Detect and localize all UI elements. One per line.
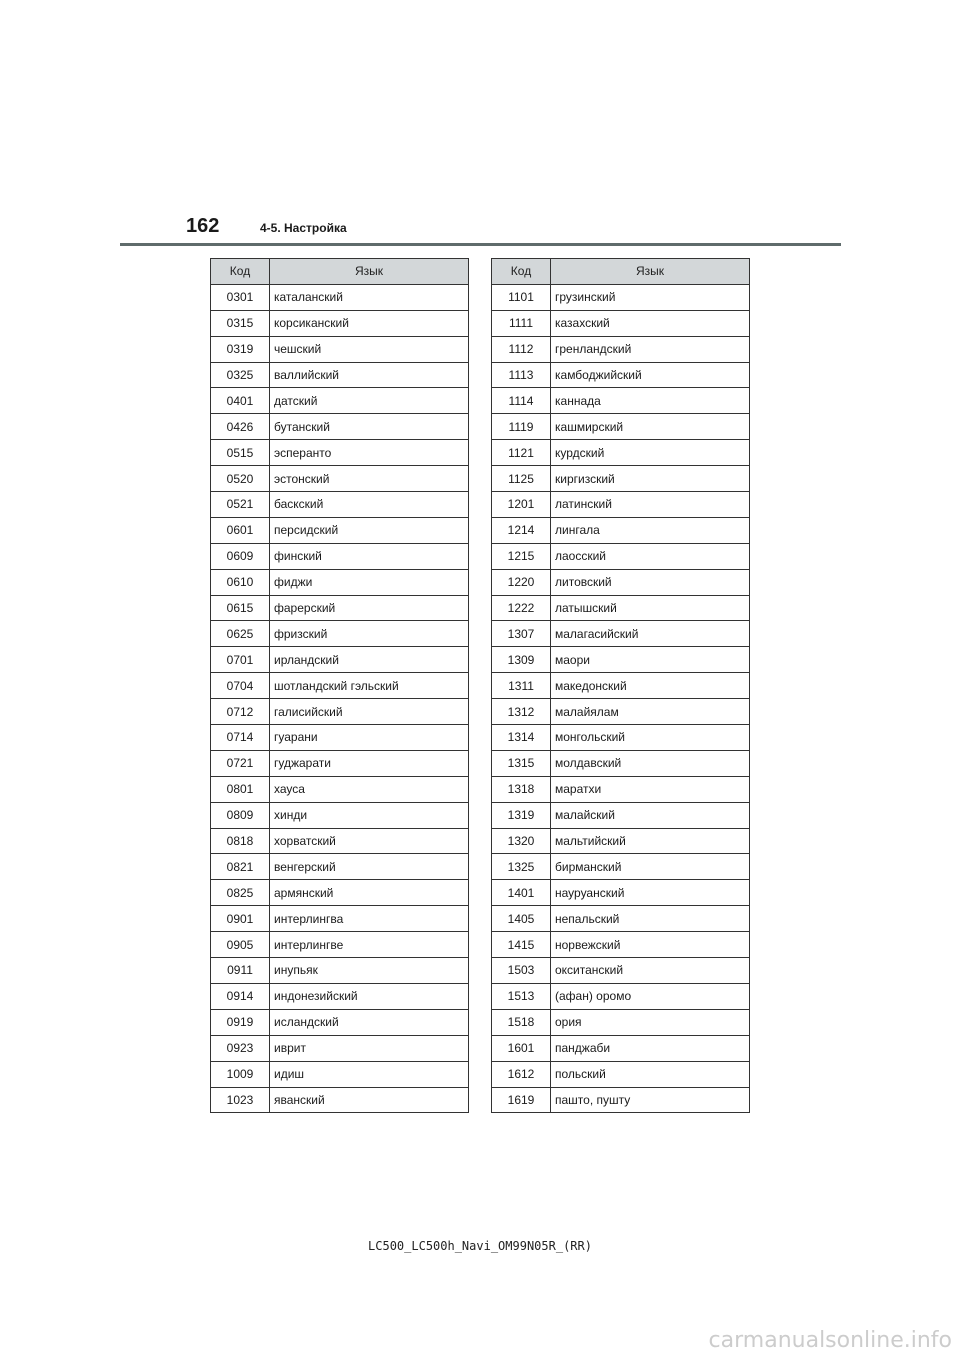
language-code: 0914 [211,983,270,1009]
language-code: 1318 [492,776,551,802]
language-name: яванский [270,1087,469,1113]
language-code: 0325 [211,362,270,388]
language-code: 1503 [492,958,551,984]
table-row [492,932,750,958]
language-name: панджаби [551,1035,750,1061]
table-header-row [211,259,469,285]
table-row [492,776,750,802]
language-code: 1518 [492,1009,551,1035]
column-header-code: Код [492,259,551,285]
language-code: 0712 [211,699,270,725]
language-code: 0610 [211,569,270,595]
language-name: хинди [270,802,469,828]
language-name: латинский [551,492,750,518]
language-name: корсиканский [270,310,469,336]
table-row [211,621,469,647]
language-code: 1220 [492,569,551,595]
language-name: македонский [551,673,750,699]
table-row [211,854,469,880]
table-row [211,880,469,906]
language-code: 1314 [492,725,551,751]
table-row [211,569,469,595]
language-code: 1201 [492,492,551,518]
language-name: окситанский [551,958,750,984]
table-row [211,750,469,776]
table-row [492,543,750,569]
table-row [211,440,469,466]
table-row [492,492,750,518]
language-code: 1612 [492,1061,551,1087]
language-code: 0919 [211,1009,270,1035]
language-code: 0809 [211,802,270,828]
table-row [492,440,750,466]
table-row [492,958,750,984]
language-name: литовский [551,569,750,595]
language-name: пашто, пушту [551,1087,750,1113]
language-name: фиджи [270,569,469,595]
language-name: шотландский гэльский [270,673,469,699]
language-code: 0515 [211,440,270,466]
language-name: мальтийский [551,828,750,854]
table-row [492,699,750,725]
table-row [492,673,750,699]
language-name: кашмирский [551,414,750,440]
language-name: хорватский [270,828,469,854]
language-code: 0601 [211,517,270,543]
table-row [492,880,750,906]
table-row [492,362,750,388]
language-code: 1009 [211,1061,270,1087]
language-code: 1222 [492,595,551,621]
language-code: 0701 [211,647,270,673]
language-code: 1023 [211,1087,270,1113]
language-name: персидский [270,517,469,543]
table-row [492,336,750,362]
language-name: малайялам [551,699,750,725]
language-name: исландский [270,1009,469,1035]
language-name: маратхи [551,776,750,802]
table-row [492,750,750,776]
table-row [211,802,469,828]
table-row [211,725,469,751]
table-row [492,1087,750,1113]
column-header-code: Код [211,259,270,285]
language-code: 1325 [492,854,551,880]
table-header-row [492,259,750,285]
table-row [492,1035,750,1061]
table-row [492,906,750,932]
table-row [211,1035,469,1061]
language-name: фризский [270,621,469,647]
table-row [211,362,469,388]
language-name: непальский [551,906,750,932]
table-row [492,828,750,854]
language-name: валлийский [270,362,469,388]
language-name: молдавский [551,750,750,776]
language-code: 1601 [492,1035,551,1061]
language-code: 0301 [211,284,270,310]
language-name: казахский [551,310,750,336]
table-row [211,388,469,414]
language-name: гренландский [551,336,750,362]
table-row [492,466,750,492]
language-name: польский [551,1061,750,1087]
language-code: 1113 [492,362,551,388]
language-name: (афан) оромо [551,983,750,1009]
language-code: 1214 [492,517,551,543]
table-row [211,776,469,802]
language-name: хауса [270,776,469,802]
page-number: 162 [186,215,220,237]
table-row [492,414,750,440]
language-code: 0905 [211,932,270,958]
language-code: 0911 [211,958,270,984]
language-name: венгерский [270,854,469,880]
language-name: лаосский [551,543,750,569]
language-code: 0426 [211,414,270,440]
language-code: 0704 [211,673,270,699]
language-code: 0615 [211,595,270,621]
language-name: интерлингве [270,932,469,958]
language-code: 0401 [211,388,270,414]
language-code-table-left [210,258,469,1113]
table-row [211,466,469,492]
watermark: carmanualsonline.info [708,1328,952,1353]
table-row [211,543,469,569]
language-name: гуджарати [270,750,469,776]
table-row [211,932,469,958]
language-name: эсперанто [270,440,469,466]
table-row [211,310,469,336]
language-code: 0520 [211,466,270,492]
language-code: 1401 [492,880,551,906]
language-code-table-right [491,258,750,1113]
table-row [492,725,750,751]
language-code: 0923 [211,1035,270,1061]
language-name: латышский [551,595,750,621]
language-name: науруанский [551,880,750,906]
table-row [211,647,469,673]
language-name: каннада [551,388,750,414]
table-row [211,1061,469,1087]
table-row [492,802,750,828]
language-name: бирманский [551,854,750,880]
language-name: баскский [270,492,469,518]
language-code: 1315 [492,750,551,776]
language-name: норвежский [551,932,750,958]
language-name: фарерский [270,595,469,621]
column-header-language: Язык [270,259,469,285]
table-row [492,310,750,336]
language-name: инупьяк [270,958,469,984]
language-code: 0821 [211,854,270,880]
language-code: 1215 [492,543,551,569]
language-name: гуарани [270,725,469,751]
language-name: чешский [270,336,469,362]
language-code: 1111 [492,310,551,336]
table-row [211,906,469,932]
table-row [492,388,750,414]
table-row [492,1009,750,1035]
language-code: 0825 [211,880,270,906]
language-code: 1319 [492,802,551,828]
language-code: 1320 [492,828,551,854]
language-name: киргизский [551,466,750,492]
language-name: малайский [551,802,750,828]
language-name: иврит [270,1035,469,1061]
language-name: камбоджийский [551,362,750,388]
table-row [211,284,469,310]
language-name: идиш [270,1061,469,1087]
language-name: галисийский [270,699,469,725]
language-code: 0901 [211,906,270,932]
language-code: 1619 [492,1087,551,1113]
table-row [211,699,469,725]
language-name: малагасийский [551,621,750,647]
language-code: 0315 [211,310,270,336]
language-name: ория [551,1009,750,1035]
table-row [211,492,469,518]
language-code: 1112 [492,336,551,362]
table-row [492,647,750,673]
language-name: армянский [270,880,469,906]
language-name: курдский [551,440,750,466]
language-code: 0721 [211,750,270,776]
table-row [211,414,469,440]
language-name: грузинский [551,284,750,310]
section-title: 4-5. Настройка [260,221,347,235]
language-name: лингала [551,517,750,543]
language-name: ирландский [270,647,469,673]
table-row [492,517,750,543]
language-name: датский [270,388,469,414]
table-row [492,854,750,880]
language-code: 0818 [211,828,270,854]
language-code: 0714 [211,725,270,751]
table-row [211,595,469,621]
language-code: 1307 [492,621,551,647]
table-row [492,595,750,621]
language-code: 1309 [492,647,551,673]
language-code: 1119 [492,414,551,440]
table-row [211,336,469,362]
table-row [492,569,750,595]
language-name: индонезийский [270,983,469,1009]
language-code: 0319 [211,336,270,362]
header-divider [120,243,841,246]
table-row [492,1061,750,1087]
language-name: бутанский [270,414,469,440]
language-code: 1114 [492,388,551,414]
table-row [211,828,469,854]
language-code: 1101 [492,284,551,310]
language-code: 1125 [492,466,551,492]
language-code: 1405 [492,906,551,932]
language-name: каталанский [270,284,469,310]
table-row [211,517,469,543]
language-name: эстонский [270,466,469,492]
language-code: 0801 [211,776,270,802]
language-name: монгольский [551,725,750,751]
language-name: маори [551,647,750,673]
language-code: 1312 [492,699,551,725]
language-code: 1415 [492,932,551,958]
document-id-footer: LC500_LC500h_Navi_OM99N05R_(RR) [368,1239,592,1253]
language-code: 1121 [492,440,551,466]
language-name: финский [270,543,469,569]
language-code: 0521 [211,492,270,518]
language-code: 0625 [211,621,270,647]
table-row [211,1087,469,1113]
language-name: интерлингва [270,906,469,932]
column-header-language: Язык [551,259,750,285]
table-row [492,621,750,647]
table-row [492,284,750,310]
table-row [211,983,469,1009]
table-row [492,983,750,1009]
language-code: 1311 [492,673,551,699]
table-row [211,673,469,699]
language-code: 1513 [492,983,551,1009]
language-code: 0609 [211,543,270,569]
table-row [211,958,469,984]
table-row [211,1009,469,1035]
